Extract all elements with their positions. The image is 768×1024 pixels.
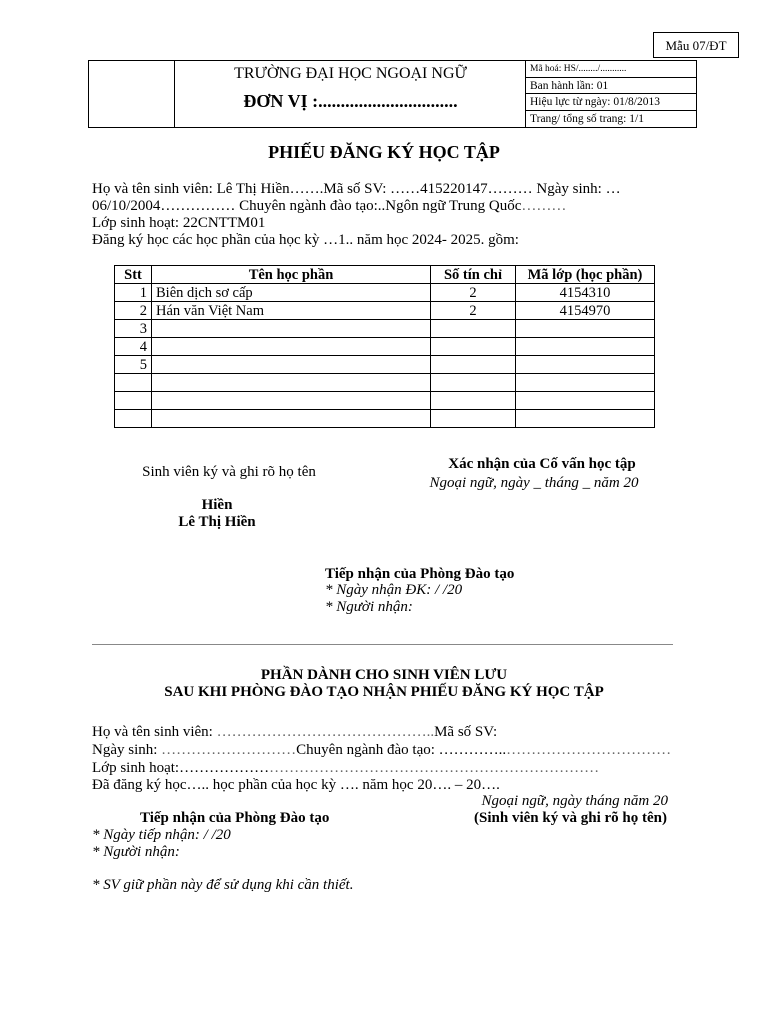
row-credits [431, 356, 516, 374]
advisor-confirm-label: Xác nhận của Cố vấn học tập [448, 456, 636, 472]
meta-code: Mã hoá: HS/......../........... [526, 61, 696, 78]
header-title-cell [175, 61, 526, 127]
row-course-name [152, 338, 431, 356]
cut-divider [92, 644, 673, 645]
row-stt: 1 [115, 284, 152, 302]
copy-note: * SV giữ phần này để sử dụng khi cần thiết. [92, 877, 354, 893]
row-class-code [516, 320, 655, 338]
row-credits [431, 392, 516, 410]
row-course-name [152, 320, 431, 338]
row-stt: 5 [115, 356, 152, 374]
table-row [115, 320, 655, 338]
col-class-code: Mã lớp (học phần) [516, 266, 655, 284]
registration-term: Đăng ký học các học phần của học kỳ …1.. năm học 2024- 2025. gồm: [92, 232, 519, 248]
student-copy-subtitle: SAU KHI PHÒNG ĐÀO TẠO NHẬN PHIẾU ĐĂNG KÝ HỌC TẬP [164, 684, 604, 700]
row-credits [431, 374, 516, 392]
header-logo-cell [89, 61, 175, 127]
course-table [114, 265, 655, 428]
office-receive-label: Tiếp nhận của Phòng Đào tạo [325, 566, 515, 582]
row-credits [431, 338, 516, 356]
copy-id-label: Mã số SV: [434, 724, 498, 740]
row-stt [115, 410, 152, 428]
student-info-line1: Họ và tên sinh viên: Lê Thị Hiền…….Mã số SV: ……415220147……… Ngày sinh: … [92, 181, 621, 197]
office-receiver: * Người nhận: [325, 599, 413, 615]
row-stt [115, 392, 152, 410]
copy-name-dots: …………………………………….. [216, 724, 435, 740]
row-class-code [516, 410, 655, 428]
office-receive-date: * Ngày nhận ĐK: / /20 [325, 582, 463, 598]
copy-student-sign-label: (Sinh viên ký và ghi rõ họ tên) [474, 810, 667, 826]
row-stt: 4 [115, 338, 152, 356]
row-class-code [516, 374, 655, 392]
col-credits: Số tín chỉ [431, 266, 516, 284]
row-credits [431, 320, 516, 338]
copy-class-line [92, 760, 599, 777]
row-course-name [152, 392, 431, 410]
copy-class-label: Lớp sinh hoạt:……………… [92, 760, 270, 776]
document-header [88, 60, 697, 128]
meta-effective: Hiệu lực từ ngày: 01/8/2013 [526, 94, 696, 111]
table-row [115, 338, 655, 356]
copy-major-dots: …………………………… [506, 742, 672, 758]
row-class-code [516, 392, 655, 410]
table-header-row [115, 266, 655, 284]
copy-dob-line [92, 742, 671, 759]
row-class-code [516, 338, 655, 356]
page-title: PHIẾU ĐĂNG KÝ HỌC TẬP [268, 142, 500, 162]
table-row [115, 302, 655, 320]
row-course-name: Hán văn Việt Nam [152, 302, 431, 320]
row-stt [115, 374, 152, 392]
row-class-code [516, 356, 655, 374]
row-stt: 3 [115, 320, 152, 338]
student-signature: Hiền [201, 497, 233, 513]
header-meta-cell [526, 61, 696, 127]
col-stt: Stt [115, 266, 152, 284]
student-major-dots: ……… [521, 198, 567, 214]
row-course-name [152, 374, 431, 392]
copy-date-line: Ngoại ngữ, ngày tháng năm 20 [481, 793, 668, 809]
table-row [115, 356, 655, 374]
student-sign-label: Sinh viên ký và ghi rõ họ tên [142, 464, 316, 480]
student-full-name: Lê Thị Hiền [178, 514, 256, 530]
form-code: Mẫu 07/ĐT [653, 32, 739, 58]
row-class-code: 4154310 [516, 284, 655, 302]
copy-name-label: Họ và tên sinh viên: [92, 724, 217, 740]
meta-issue: Ban hành lần: 01 [526, 78, 696, 95]
unit-name: ĐƠN VỊ :............................... [243, 91, 458, 111]
row-course-name: Biên dịch sơ cấp [152, 284, 431, 302]
row-credits [431, 410, 516, 428]
row-stt: 2 [115, 302, 152, 320]
row-course-name [152, 356, 431, 374]
school-name: TRƯỜNG ĐẠI HỌC NGOẠI NGỮ [234, 65, 467, 82]
col-course-name: Tên học phần [152, 266, 431, 284]
row-credits: 2 [431, 302, 516, 320]
student-copy-title: PHẦN DÀNH CHO SINH VIÊN LƯU [260, 667, 508, 683]
student-dob-major: 06/10/2004…………… Chuyên ngành đào tạo:..Ngôn ngữ Trung Quốc [92, 198, 522, 214]
table-row [115, 410, 655, 428]
copy-major-label: Chuyên ngành đào tạo: ………….. [296, 742, 507, 758]
copy-name-line [92, 724, 497, 741]
copy-office-label: Tiếp nhận của Phòng Đào tạo [140, 810, 330, 826]
copy-registered-line: Đã đăng ký học….. học phần của học kỳ …. năm học 20…. – 20…. [92, 777, 500, 793]
table-row [115, 284, 655, 302]
copy-class-dots: ………………………………………………………… [269, 760, 600, 776]
copy-receive-date: * Ngày tiếp nhận: / /20 [92, 827, 231, 843]
table-row [115, 392, 655, 410]
table-row [115, 374, 655, 392]
student-class: Lớp sinh hoạt: 22CNTTM01 [92, 215, 266, 231]
row-course-name [152, 410, 431, 428]
meta-pages: Trang/ tổng số trang: 1/1 [530, 112, 644, 125]
advisor-date: Ngoại ngữ, ngày _ tháng _ năm 20 [429, 475, 639, 491]
row-class-code: 4154970 [516, 302, 655, 320]
copy-dob-label: Ngày sinh: [92, 742, 162, 758]
copy-dob-dots: ……………………… [161, 742, 297, 758]
copy-receiver: * Người nhận: [92, 844, 180, 860]
row-credits: 2 [431, 284, 516, 302]
student-info-line2 [92, 198, 566, 215]
